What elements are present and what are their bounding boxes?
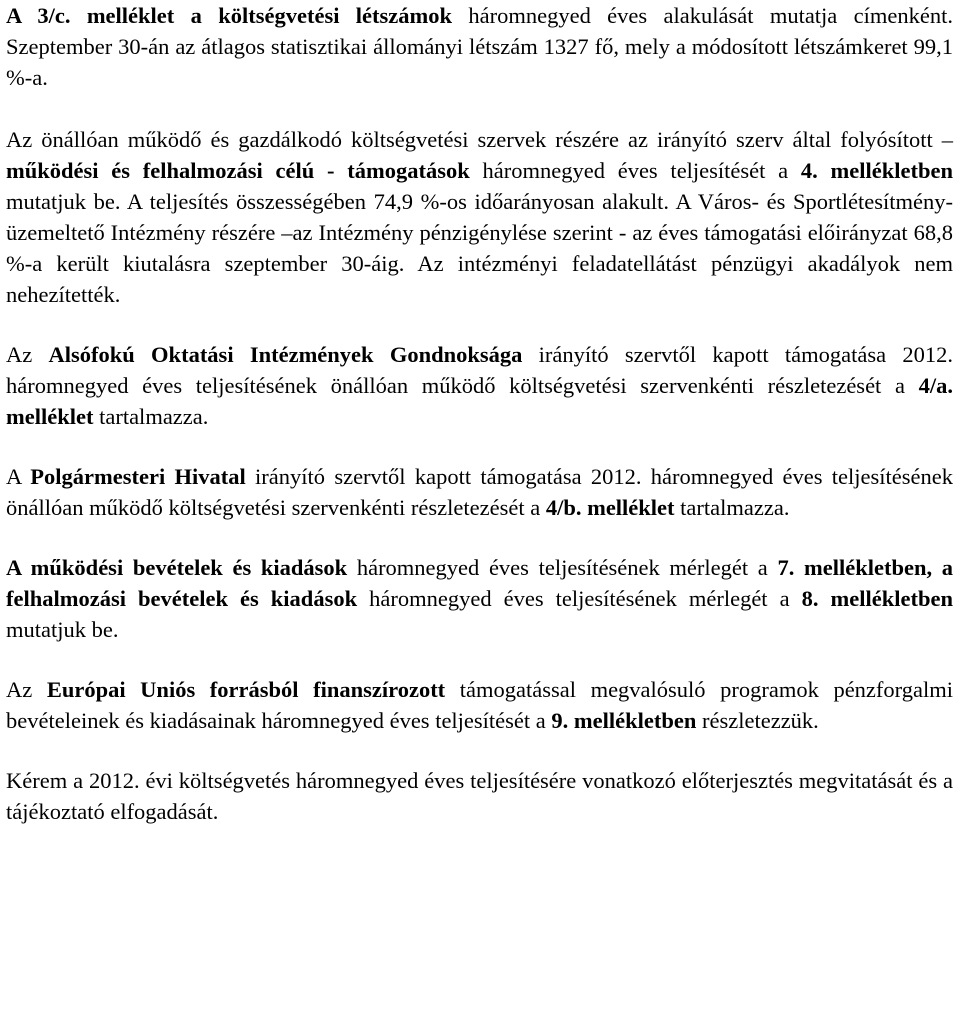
text-segment: háromnegyed éves alakulását mutatja címenként. Szeptember 30-án az átlagos statisztikai állományi létszám 1327 fő, mely a módosított létszámkeret 99,1 %-a.	[6, 3, 953, 90]
paragraph-subsidies	[6, 124, 953, 310]
text-segment: Az	[6, 677, 47, 702]
paragraph-schools	[6, 339, 953, 432]
text-segment: támogatással megvalósuló programok pénzforgalmi bevételeinek és kiadásainak háromnegyed éves teljesítését a	[6, 677, 953, 733]
text-segment: háromnegyed éves teljesítését a	[469, 158, 801, 183]
text-segment-bold: Polgármesteri Hivatal	[30, 464, 246, 489]
text-segment: tartalmazza.	[674, 495, 790, 520]
paragraph-spacer	[6, 310, 953, 339]
text-segment: mutatjuk be. A teljesítés összességében 74,9 %-os időarányosan alakult. A Város- és Sportlétesítmény-üzemeltető Intézmény részére –az Intézmény pénzigénylése szerint - az éves támogatási előirányzat 68,8 %-a került kiutalásra szeptember 30-áig. Az intézményi feladatellátást pénzügyi akadályok nem nehezítették.	[6, 189, 953, 307]
text-segment: irányító szervtől kapott támogatása 2012. háromnegyed éves teljesítésének önállóan működő költségvetési szervenkénti részletezését a	[6, 464, 953, 520]
text-segment-bold: 8. mellékletben	[801, 586, 953, 611]
text-segment-bold: 4/b. melléklet	[545, 495, 675, 520]
text-segment: háromnegyed éves teljesítésének mérlegét a	[347, 555, 778, 580]
text-segment-bold: A 3/c. melléklet a költségvetési létszámok	[6, 3, 453, 28]
text-segment: Az	[6, 342, 49, 367]
paragraph-spacer	[6, 736, 953, 765]
text-segment-bold: Európai Uniós forrásból finanszírozott	[46, 677, 446, 702]
paragraph-mayors-office	[6, 461, 953, 523]
paragraph-headcount	[6, 0, 953, 93]
text-segment-bold: A működési bevételek és kiadások	[6, 555, 348, 580]
text-segment: A	[6, 464, 31, 489]
paragraph-request	[6, 765, 953, 827]
text-segment: tartalmazza.	[93, 404, 209, 429]
paragraph-spacer	[6, 523, 953, 552]
text-segment-bold: működési és felhalmozási célú - támogatások	[6, 158, 470, 183]
text-segment-bold: Alsófokú Oktatási Intézmények Gondnoksága	[48, 342, 523, 367]
paragraph-spacer	[6, 93, 953, 124]
paragraph-spacer	[6, 645, 953, 674]
text-segment: Kérem a 2012. évi költségvetés háromnegyed éves teljesítésére vonatkozó előterjesztés megvitatását és a tájékoztató elfogadását.	[6, 768, 953, 824]
text-segment: háromnegyed éves teljesítésének mérlegét a	[357, 586, 802, 611]
paragraph-balance	[6, 552, 953, 645]
text-segment: részletezzük.	[696, 708, 819, 733]
text-segment: Az önállóan működő és gazdálkodó költségvetési szervek részére az irányító szerv által folyósított –	[6, 127, 953, 152]
paragraph-spacer	[6, 432, 953, 461]
text-segment: irányító szervtől kapott támogatása 2012. háromnegyed éves teljesítésének önállóan működő költségvetési szervenkénti részletezését a	[6, 342, 953, 398]
text-segment: mutatjuk be.	[6, 617, 119, 642]
text-segment-bold: 7. mellékletben, a felhalmozási bevételek és kiadások	[6, 555, 953, 611]
text-segment-bold: 4. mellékletben	[800, 158, 954, 183]
text-segment-bold: 4/a. melléklet	[6, 373, 953, 429]
text-segment-bold: 9. mellékletben	[551, 708, 697, 733]
paragraph-eu-funds	[6, 674, 953, 736]
